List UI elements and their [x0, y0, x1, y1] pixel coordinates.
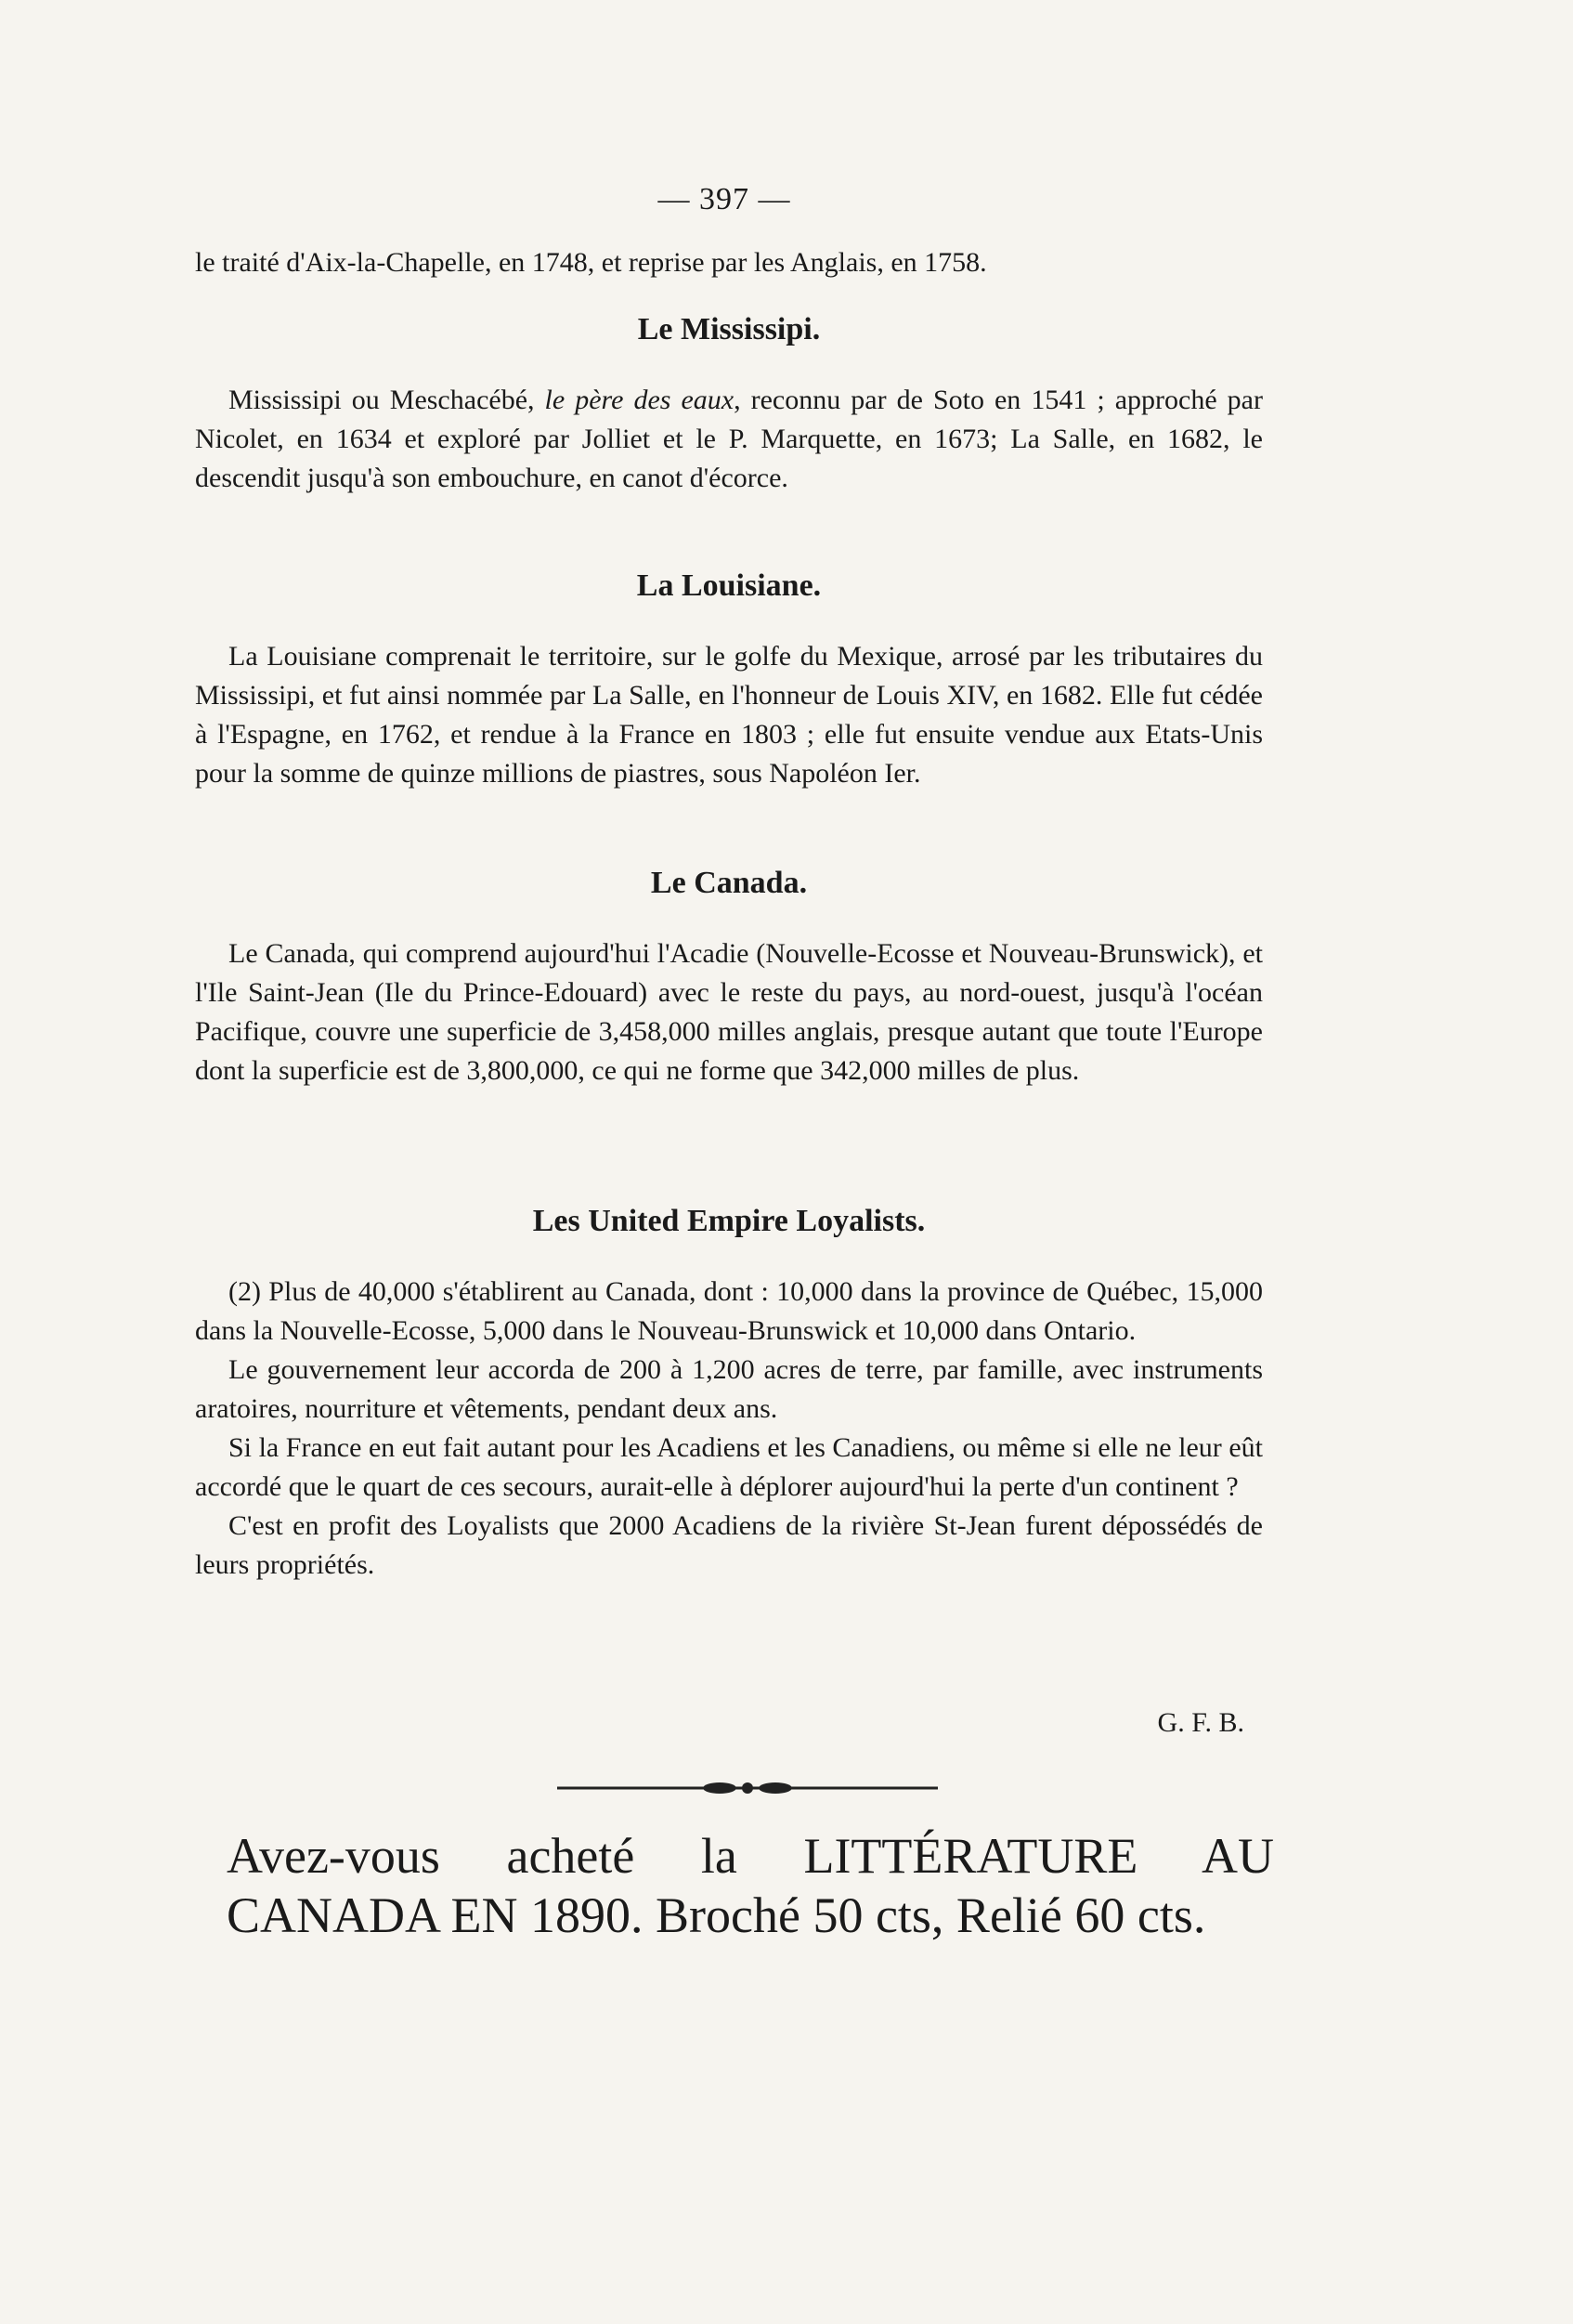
mississipi-text-italic: le père des eaux: [544, 385, 734, 415]
section-body-louisiane: [195, 637, 1263, 793]
canada-paragraph: Le Canada, qui comprend aujourd'hui l'Acadie (Nouvelle-Ecosse et Nouveau-Brunswick), et l'Ile Saint-Jean (Ile du Prince-Edouard) avec le reste du pays, au nord-ouest, jusqu'à l'océan Pacifique, couvre une superficie de 3,458,000 milles anglais, presque autant que toute l'Europe dont la superficie est de 3,800,000, ce qui ne forme que 342,000 milles de plus.: [195, 938, 1263, 1086]
mississipi-text-end: , reconnu par de Soto en 1541 ; approché par Nicolet, en 1634 et exploré par Jolliet et le P. Marquette, en 1673; La Salle, en 1682, le descendit jusqu'à son embouchure, en canot d'écorce.: [195, 385, 1263, 493]
section-body-loyalists: [195, 1273, 1263, 1585]
section-body-mississipi: [195, 381, 1263, 498]
section-title-mississipi: Le Mississipi.: [637, 312, 821, 346]
ornament-divider: [557, 1774, 938, 1802]
page-number: — 397 —: [657, 182, 791, 216]
section-title-loyalists: Les United Empire Loyalists.: [532, 1204, 926, 1238]
section-title-louisiane: La Louisiane.: [636, 568, 822, 603]
loyalists-paragraph-3: Si la France en eut fait autant pour les Acadiens et les Canadiens, ou même si elle ne leur eût accordé que le quart de ces secours, aurait-elle à déplorer aujourd'hui la perte d'un continent ?: [195, 1432, 1263, 1502]
intro-text: le traité d'Aix-la-Chapelle, en 1748, et reprise par les Anglais, en 1758.: [195, 247, 987, 278]
loyalists-paragraph-4: C'est en profit des Loyalists que 2000 Acadiens de la rivière St-Jean furent dépossédés de leurs propriétés.: [195, 1510, 1263, 1580]
signature: G. F. B.: [1157, 1707, 1244, 1738]
advertisement: Avez-vous acheté la LITTÉRATURE AU CANADA EN 1890. Broché 50 cts, Relié 60 cts.: [227, 1828, 1274, 1943]
loyalists-paragraph-2: Le gouvernement leur accorda de 200 à 1,200 acres de terre, par famille, avec instruments aratoires, nourriture et vêtements, pendant deux ans.: [195, 1354, 1263, 1424]
section-body-canada: [195, 934, 1263, 1090]
loyalists-paragraph-1: (2) Plus de 40,000 s'établirent au Canada, dont : 10,000 dans la province de Québec, 15,000 dans la Nouvelle-Ecosse, 5,000 dans le Nouveau-Brunswick et 10,000 dans Ontario.: [195, 1276, 1263, 1346]
section-title-canada: Le Canada.: [650, 866, 808, 900]
louisiane-paragraph: La Louisiane comprenait le territoire, sur le golfe du Mexique, arrosé par les tributaires du Mississipi, et fut ainsi nommée par La Salle, en l'honneur de Louis XIV, en 1682. Elle fut cédée à l'Espagne, en 1762, et rendue à la France en 1803 ; elle fut ensuite vendue aux Etats-Unis pour la somme de quinze millions de piastres, sous Napoléon Ier.: [195, 641, 1263, 789]
mississipi-text-start: Mississipi ou Meschacébé,: [228, 385, 545, 415]
mississipi-paragraph: [195, 381, 1263, 498]
intro-line: [195, 243, 1263, 282]
